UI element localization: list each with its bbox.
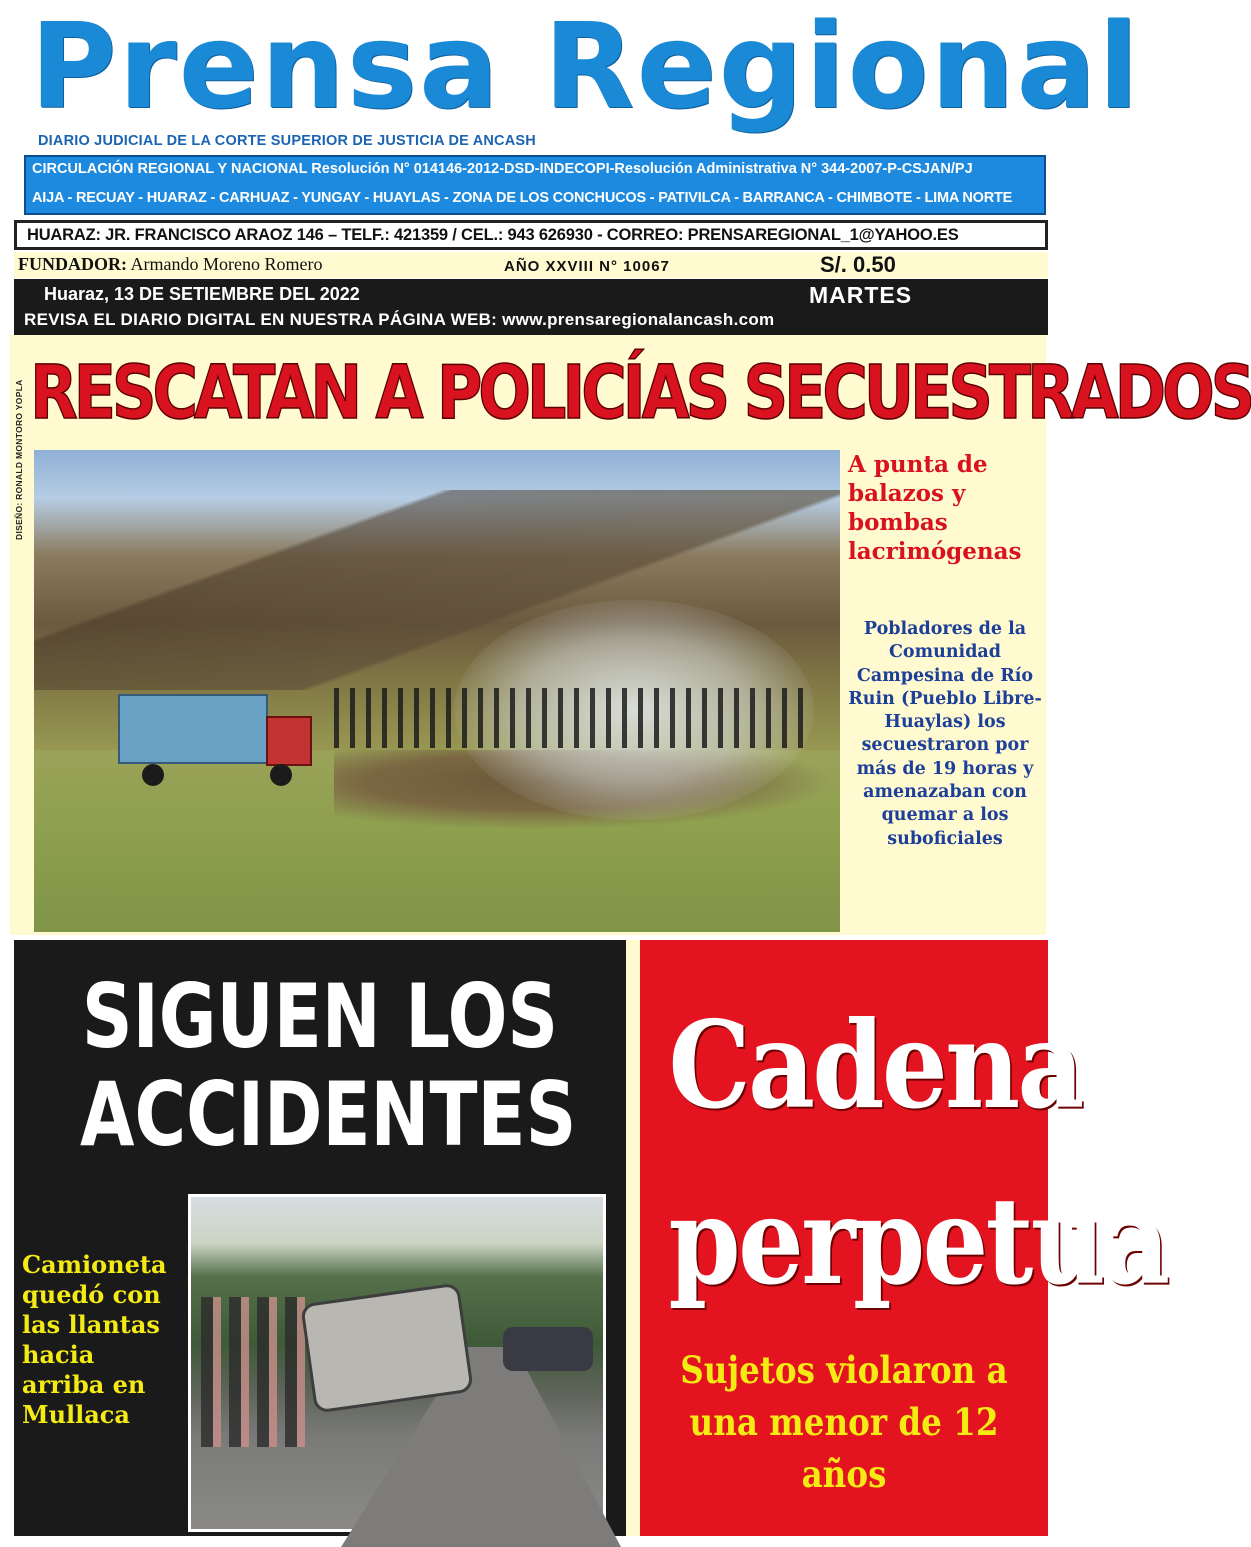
issue-number: AÑO XXVIII N° 10067 bbox=[504, 258, 670, 275]
issue-date: Huaraz, 13 DE SETIEMBRE DEL 2022 bbox=[44, 284, 360, 304]
crime-headline-line2: perpetua bbox=[668, 1171, 1168, 1312]
design-credit: DISEÑO: RONALD MONTORO YOPLA bbox=[14, 379, 24, 540]
photo-overturned-truck bbox=[300, 1282, 474, 1413]
contact-bar bbox=[14, 220, 1048, 250]
issue-info-row bbox=[14, 252, 1048, 278]
accident-headline-line2: ACCIDENTES bbox=[80, 1063, 577, 1166]
accident-headline bbox=[80, 965, 577, 1166]
lead-photo bbox=[34, 450, 840, 932]
lead-deck: A punta de balazos y bombas lacrimógenas bbox=[848, 451, 1022, 565]
founder-label: FUNDADOR: bbox=[18, 254, 127, 274]
founder-line bbox=[18, 254, 322, 275]
photo-crowd bbox=[334, 688, 814, 748]
regions-text: AIJA - RECUAY - HUARAZ - CARHUAZ - YUNGAY - HUAYLAS - ZONA DE LOS CONCHUCOS - PATIVILCA - BARRANCA - CHIMBOTE - LIMA NORTE bbox=[32, 190, 1013, 206]
contact-text: HUARAZ: JR. FRANCISCO ARAOZ 146 – TELF.: 421359 / CEL.: 943 626930 - CORREO: PRENSAREGIONAL_1@YAHOO.ES bbox=[27, 226, 959, 244]
date-band bbox=[14, 279, 1048, 335]
crime-deck: Sujetos violaron a una menor de 12 años bbox=[680, 1348, 1008, 1496]
crime-headline bbox=[668, 978, 1168, 1330]
newspaper-title: Prensa Regional bbox=[30, 0, 1141, 135]
photo-bystanders bbox=[201, 1297, 311, 1447]
founder-name: Armando Moreno Romero bbox=[130, 254, 323, 274]
photo-truck bbox=[118, 694, 308, 784]
crime-headline-line1: Cadena bbox=[668, 995, 1082, 1136]
accident-deck: Camioneta quedó con las llantas hacia arriba en Mullaca bbox=[22, 1250, 167, 1429]
website-line: REVISA EL DIARIO DIGITAL EN NUESTRA PÁGINA WEB: www.prensaregionalancash.com bbox=[24, 310, 775, 329]
photo-parked-car bbox=[503, 1327, 593, 1371]
price: S/. 0.50 bbox=[820, 252, 896, 277]
accident-photo bbox=[188, 1194, 606, 1532]
column-divider bbox=[626, 940, 640, 1536]
circulation-text: CIRCULACIÓN REGIONAL Y NACIONAL Resolución N° 014146-2012-DSD-INDECOPI-Resolución Administrativa N° 344-2007-P-CSJAN/PJ bbox=[32, 161, 973, 177]
newspaper-subtitle: DIARIO JUDICIAL DE LA CORTE SUPERIOR DE JUSTICIA DE ANCASH bbox=[38, 133, 536, 149]
lead-headline: RESCATAN A POLICÍAS SECUESTRADOS bbox=[30, 350, 1251, 436]
circulation-band bbox=[24, 155, 1046, 215]
accident-headline-line1: SIGUEN LOS bbox=[81, 965, 559, 1068]
issue-weekday: MARTES bbox=[809, 282, 913, 308]
lead-body: Pobladores de la Comunidad Campesina de Río Ruin (Pueblo Libre-Huaylas) los secuestraron por más de 19 horas y amenazaban con quemar a los suboficiales bbox=[848, 619, 1042, 849]
